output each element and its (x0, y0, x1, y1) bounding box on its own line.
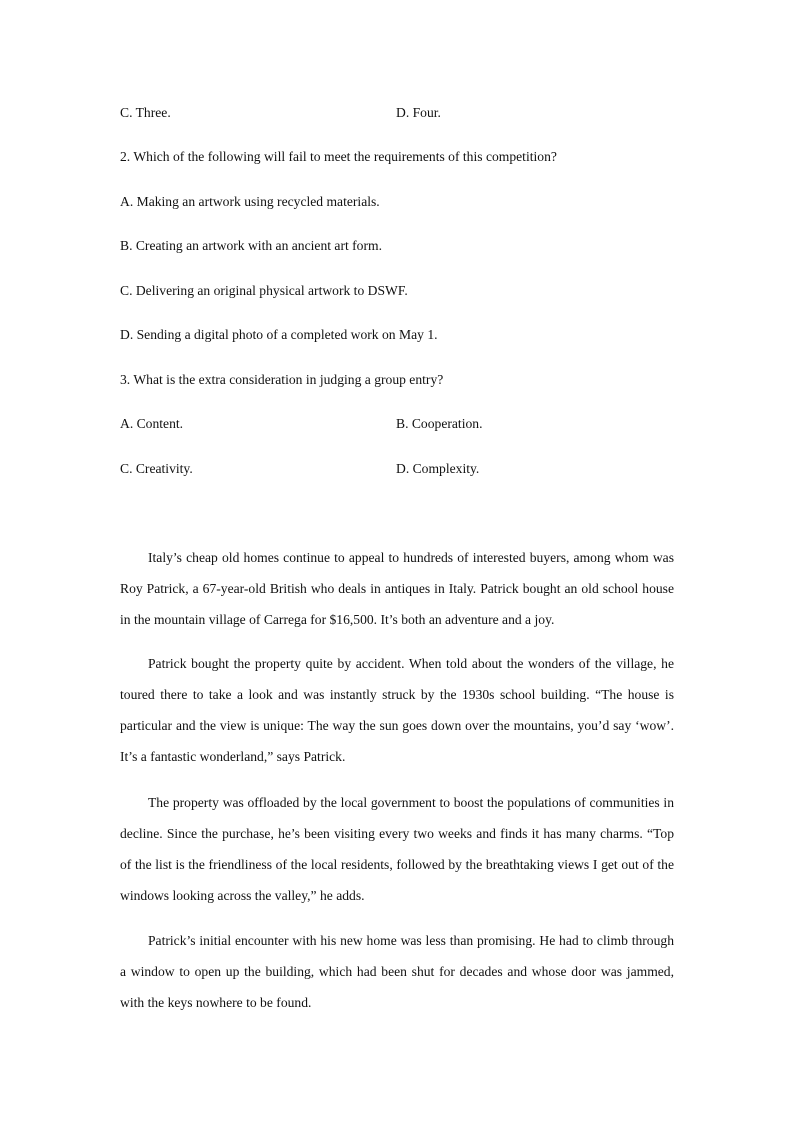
q3-option-a: A. Content. (120, 416, 184, 431)
q2-option-d: D. Sending a digital photo of a completed work on May 1. (120, 327, 438, 342)
q2-option-c: C. Delivering an original physical artwork to DSWF. (120, 283, 408, 298)
passage-paragraph-3: The property was offloaded by the local government to boost the populations of communities in decline. Since the purchase, he’s been visiting every two weeks and finds it has many charms. “Top of the list is the friendliness of the local residents, followed by the breathtaking views I get out of the windows looking across the valley,” he adds. (120, 795, 674, 903)
q3-option-b: B. Cooperation. (396, 416, 483, 431)
q2-option-b: B. Creating an artwork with an ancient art form. (120, 238, 382, 253)
q1-option-c: C. Three. (120, 105, 171, 120)
passage-paragraph-1: Italy’s cheap old homes continue to appeal to hundreds of interested buyers, among whom was Roy Patrick, a 67-year-old British who deals in antiques in Italy. Patrick bought an old school house in the mountain village of Carrega for $16,500. It’s both an adventure and a joy. (120, 550, 674, 627)
q3-option-c: C. Creativity. (120, 461, 193, 476)
q2-stem: 2. Which of the following will fail to meet the requirements of this competition? (120, 149, 557, 164)
passage-paragraph-2: Patrick bought the property quite by accident. When told about the wonders of the village, he toured there to take a look and was instantly struck by the 1930s school building. “The house is particular and the view is unique: The way the sun goes down over the mountains, you’d say ‘wow’. It’s a fantastic wonderland,” says Patrick. (120, 656, 674, 764)
q3-stem: 3. What is the extra consideration in judging a group entry? (120, 372, 444, 387)
q3-option-d: D. Complexity. (396, 461, 480, 476)
q2-option-a: A. Making an artwork using recycled materials. (120, 194, 380, 209)
q1-option-d: D. Four. (396, 105, 441, 120)
passage-paragraph-4: Patrick’s initial encounter with his new home was less than promising. He had to climb through a window to open up the building, which had been shut for decades and whose door was jammed, with the keys nowhere to be found. (120, 933, 674, 1010)
